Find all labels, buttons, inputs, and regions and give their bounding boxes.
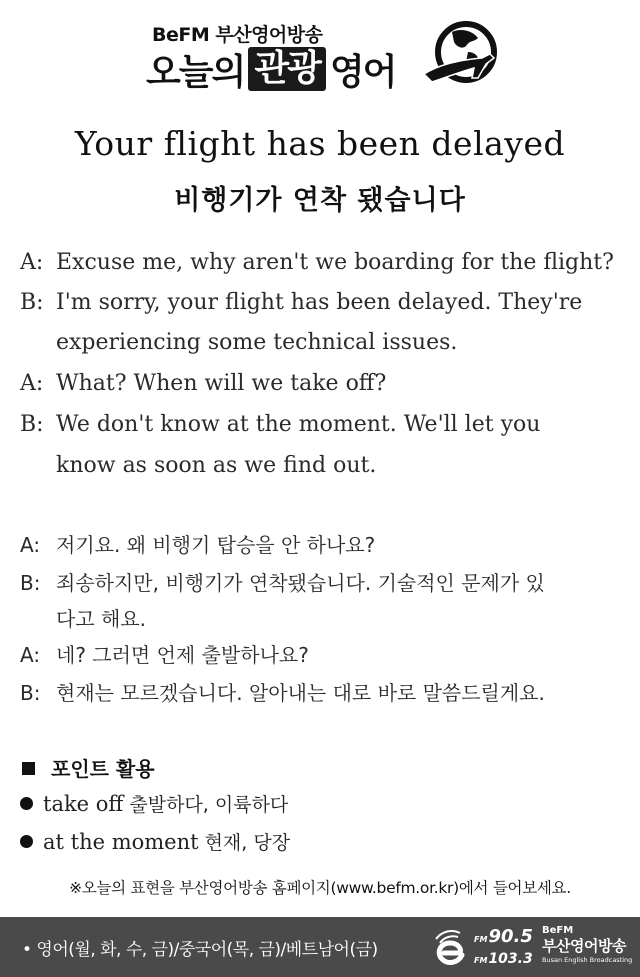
station-korean: 부산영어방송	[542, 937, 626, 955]
frequency-secondary: 103.3	[488, 951, 533, 967]
dialogue-text: What? When will we take off?	[56, 371, 387, 396]
dialogue-line-korean	[20, 673, 630, 713]
series-title-post: 영어	[329, 51, 396, 93]
square-bullet-icon	[22, 762, 35, 775]
station-subtitle: Busan English Broadcasting	[542, 956, 633, 964]
dialogue-text: 저기요. 왜 비행기 탑승을 안 하나요?	[56, 533, 376, 557]
bullet-dot-icon	[20, 835, 33, 848]
header	[0, 0, 640, 110]
point-english: at the moment	[43, 830, 199, 854]
dialogue-text-continued: experiencing some technical issues.	[56, 330, 458, 355]
station-block	[542, 925, 632, 965]
website-note: ※오늘의 표현을 부산영어방송 홈페이지(www.befm.or.kr)에서 들어보세요.	[69, 879, 571, 897]
dialogue-text-continued: 다고 해요.	[56, 607, 146, 631]
speaker-label: A:	[20, 643, 41, 667]
points-heading-text: 포인트 활용	[51, 757, 155, 781]
dialogue-line	[20, 283, 630, 323]
broadcast-schedule: • 영어(월, 화, 수, 금)/중국어(목, 금)/베트남어(금)	[22, 940, 378, 960]
station-english: BeFM	[542, 925, 574, 936]
speaker-label: A:	[20, 371, 44, 396]
dialogue-text: 현재는 모르겠습니다. 알아내는 대로 바로 말씀드릴게요.	[56, 681, 545, 705]
frequency-primary: 90.5	[488, 926, 533, 947]
dialogue-line-korean	[20, 635, 630, 675]
point-korean: 출발하다, 이륙하다	[129, 794, 289, 816]
speaker-label: B:	[20, 681, 41, 705]
dialogue-text: 죄송하지만, 비행기가 연착됐습니다. 기술적인 문제가 있	[56, 571, 545, 595]
speaker-label: B:	[20, 412, 44, 437]
series-title-boxed: 관광	[248, 47, 326, 91]
series-title	[146, 46, 395, 92]
point-korean: 현재, 당장	[204, 832, 291, 854]
dialogue-text: We don't know at the moment. We'll let you	[56, 412, 541, 437]
dialogue-text-continued: know as soon as we find out.	[56, 453, 377, 478]
title-english: Your flight has been delayed	[74, 124, 566, 163]
title-korean: 비행기가 연착 됐습니다	[174, 185, 466, 216]
dialogue-text: Excuse me, why aren't we boarding for the flight?	[56, 250, 614, 275]
dialogue-line-korean	[20, 563, 630, 603]
brand-name: BeFM 부산영어방송	[152, 24, 323, 46]
speaker-label: A:	[20, 250, 44, 275]
footer-bar	[0, 917, 640, 977]
fm-label: FM	[474, 935, 488, 944]
fm-label: FM	[474, 956, 488, 965]
dialogue-text: 네? 그러면 언제 출발하나요?	[56, 643, 309, 667]
speaker-label: A:	[20, 533, 41, 557]
speaker-label: B:	[20, 290, 44, 315]
points-heading	[22, 754, 155, 784]
globe-airplane-icon	[420, 16, 502, 98]
point-item	[20, 787, 288, 822]
speaker-label: B:	[20, 571, 41, 595]
bullet-dot-icon	[20, 797, 33, 810]
dialogue-line	[20, 405, 630, 445]
point-english: take off	[43, 792, 124, 816]
point-item	[20, 825, 290, 860]
dialogue-line	[20, 364, 630, 404]
frequency-block	[474, 927, 533, 970]
befm-e-logo-icon	[432, 925, 472, 969]
series-title-pre: 오늘의	[146, 51, 245, 93]
dialogue-line	[20, 243, 630, 283]
dialogue-line-korean	[20, 525, 630, 565]
dialogue-text: I'm sorry, your flight has been delayed. They're	[56, 290, 583, 315]
